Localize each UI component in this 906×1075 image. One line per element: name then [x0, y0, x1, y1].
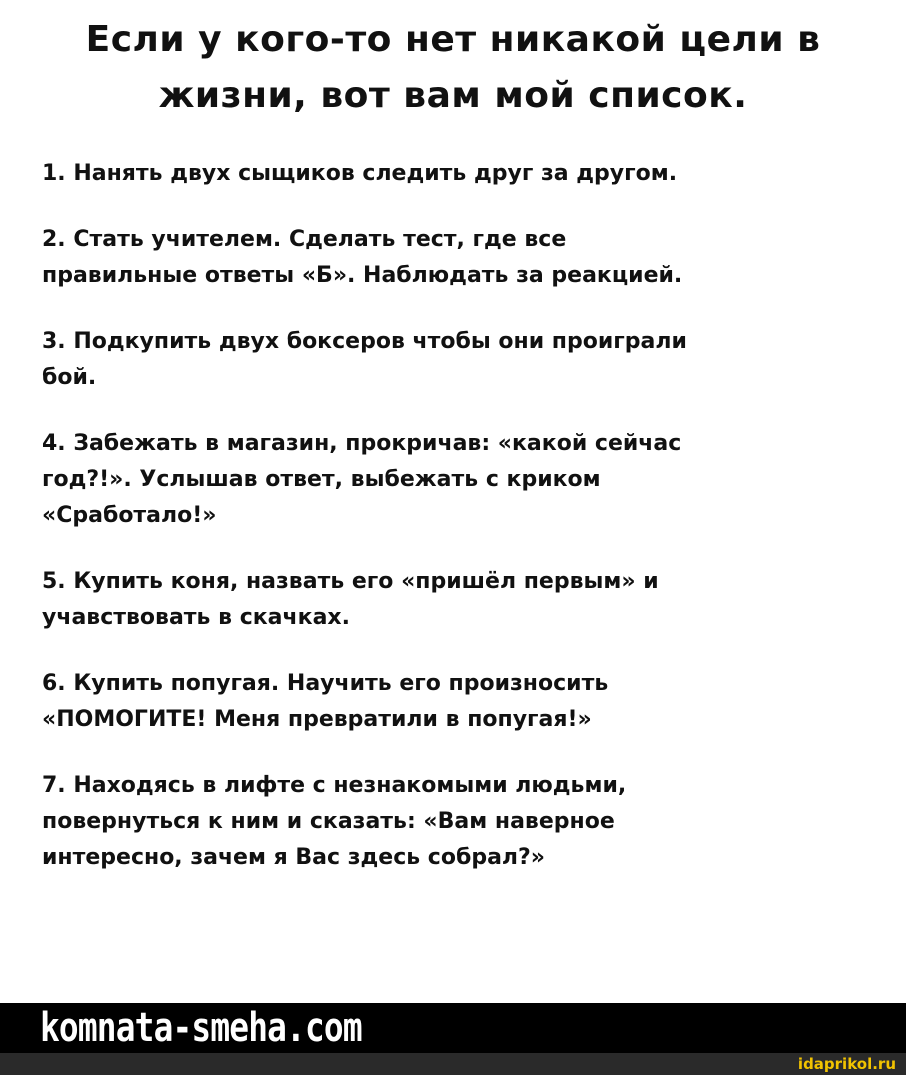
list-item-line: интересно, зачем я Вас здесь собрал?» [42, 845, 546, 870]
list-item-1 [42, 156, 872, 192]
list-item-line: повернуться к ним и сказать: «Вам наверное [42, 809, 615, 834]
list-item-line: 7. Находясь в лифте с незнакомыми людьми, [42, 773, 627, 798]
list-item-line: 3. Подкупить двух боксеров чтобы они проиграли [42, 329, 687, 354]
list-item-2 [42, 222, 872, 294]
list-item-line: «Сработало!» [42, 503, 217, 528]
watermark: idaprikol.ru [797, 1055, 896, 1073]
list-item-line: 2. Стать учителем. Сделать тест, где все [42, 227, 567, 252]
title-line-1: Если у кого-то нет никакой цели в [85, 19, 821, 60]
list-item-4 [42, 426, 872, 534]
list-item-7 [42, 768, 872, 876]
list-item-line: 5. Купить коня, назвать его «пришёл первым» и [42, 569, 659, 594]
list-item-3 [42, 324, 872, 396]
list-item-line: учавствовать в скачках. [42, 605, 350, 630]
page-title [0, 12, 906, 124]
list-item-6 [42, 666, 872, 738]
list-item-line: бой. [42, 365, 97, 390]
list-item-line: правильные ответы «Б». Наблюдать за реакцией. [42, 263, 683, 288]
list-item-line: год?!». Услышав ответ, выбежать с криком [42, 467, 601, 492]
list-item-line: «ПОМОГИТЕ! Меня превратили в попугая!» [42, 707, 592, 732]
footer-strip [0, 1053, 906, 1075]
list-item-line: 6. Купить попугая. Научить его произносить [42, 671, 609, 696]
list-item-5 [42, 564, 872, 636]
list [42, 156, 872, 876]
brand-logo-text: komnata-smeha.com [40, 1005, 362, 1051]
list-item-line: 1. Нанять двух сыщиков следить друг за другом. [42, 161, 678, 186]
list-item-line: 4. Забежать в магазин, прокричав: «какой сейчас [42, 431, 682, 456]
title-line-2: жизни, вот вам мой список. [158, 75, 748, 116]
